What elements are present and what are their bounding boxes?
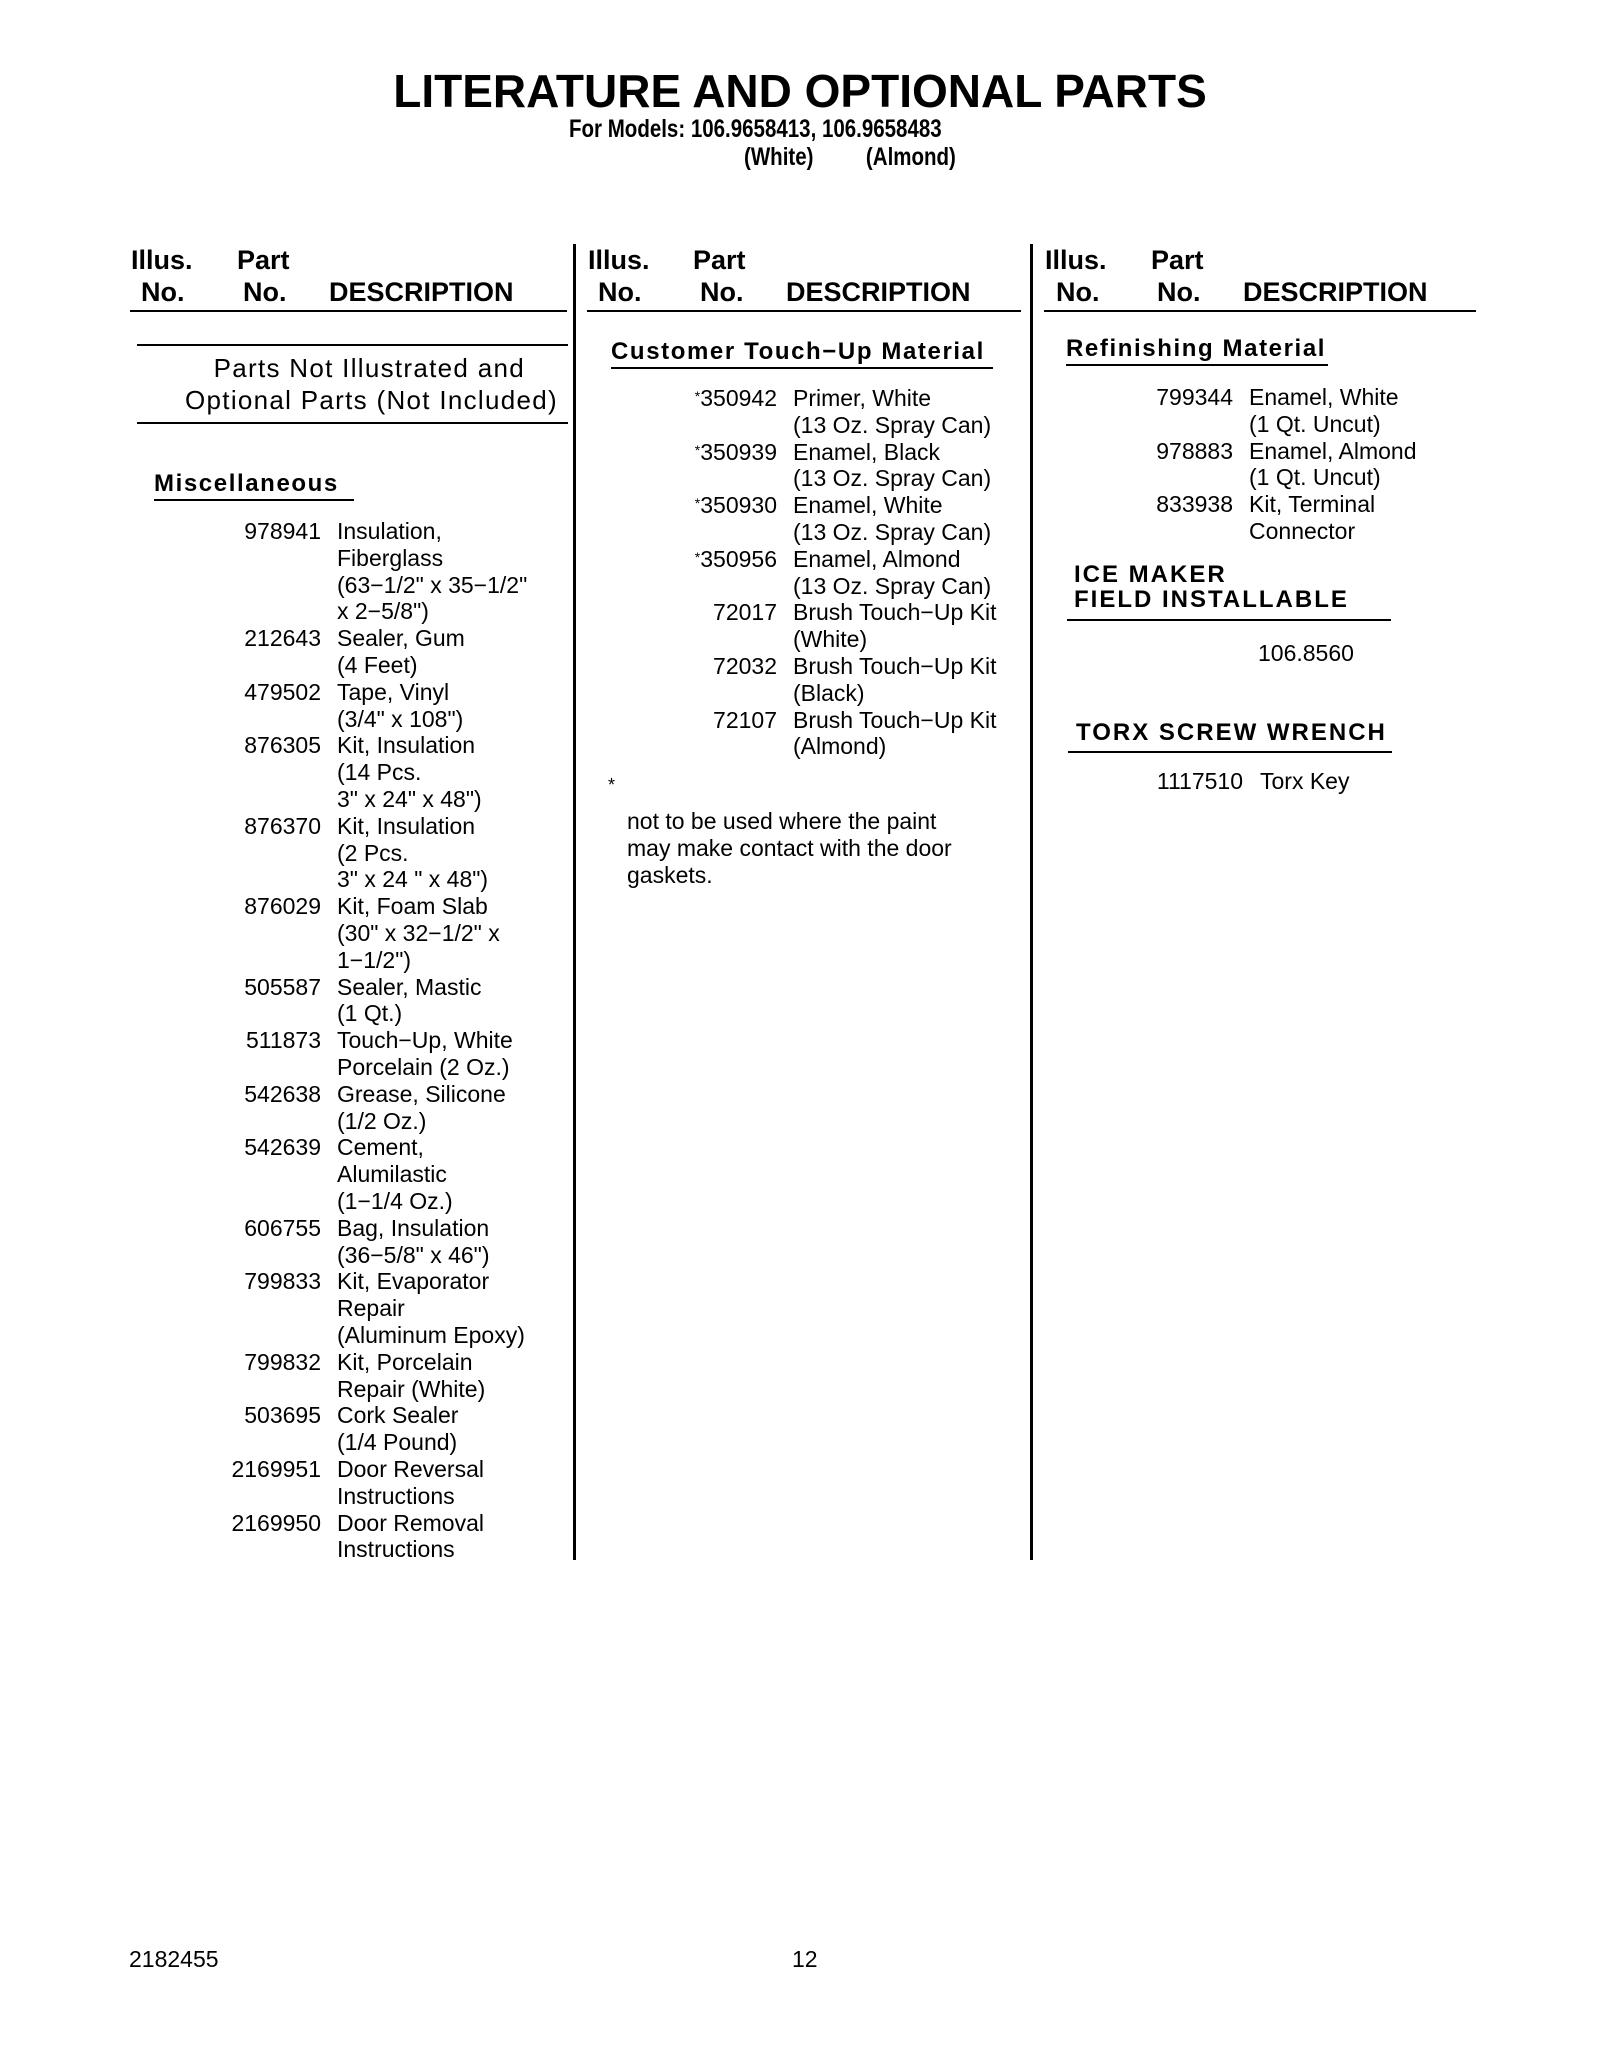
part-number-text: 2169951 [231,1456,321,1482]
section-icemaker-line2: FIELD INSTALLABLE [1074,586,1349,613]
col1-box-top-rule [137,344,568,346]
part-number-text: 350956 [700,545,777,572]
part-number-text: 876305 [244,732,321,759]
part-description-line: Insulation, [337,518,442,544]
page-number: 12 [792,1946,818,1972]
part-number-text: 511873 [245,1027,321,1054]
col3-header-part: Part [1151,245,1204,275]
section-refinishing: Refinishing Material [1066,335,1327,362]
section-icemaker-line1: ICE MAKER [1074,561,1227,588]
part-description-line: (30" x 32−1/2" x [337,920,500,946]
part-number-text: 542639 [244,1134,321,1161]
part-description-line: (2 Pcs. [337,839,409,866]
part-number-text: 876029 [244,893,321,920]
col1-header-description: DESCRIPTION [329,277,514,307]
icemaker-part-number: 106.8560 [1258,640,1354,666]
part-description-line: (36−5/8" x 46") [337,1241,490,1268]
page-title: LITERATURE AND OPTIONAL PARTS [393,65,1207,117]
col2-header-rule [587,310,1021,312]
part-description-line: Tape, Vinyl [337,678,450,705]
part-number [231,1456,321,1483]
part-description-line: (3/4" x 108") [337,705,464,732]
part-description-line: (1 Qt. Uncut) [1249,410,1381,437]
part-description-line: Door Removal [337,1509,484,1536]
part-number-text: 350942 [700,385,777,411]
part-description-line: (13 Oz. Spray Can) [793,411,992,438]
col2-header-illus: Illus. [588,245,650,275]
footnote-line-2: may make contact with the door [627,834,952,861]
col2-header-no2: No. [700,277,744,307]
part-number [244,732,321,759]
part-number-text: 978941 [244,518,321,544]
part-number [244,1402,321,1429]
col3-header-rule [1044,310,1476,312]
document-number: 2182455 [129,1946,219,1972]
part-number [244,1215,321,1242]
part-description-line: Cork Sealer [337,1402,459,1429]
part-description-line: Kit, Evaporator [337,1268,490,1295]
part-description-line: Alumilastic [337,1161,447,1188]
part-number [244,813,321,840]
part-number-text: 876370 [244,812,321,839]
part-number [244,974,321,1001]
col1-box-bottom-rule [137,422,568,424]
part-description-line: Brush Touch−Up Kit [793,599,997,626]
color-almond: (Almond) [865,143,956,171]
part-number [231,1510,321,1537]
asterisk-mark: * [694,548,701,565]
part-number-text: 72017 [713,599,777,626]
part-description-line: Repair (White) [337,1375,486,1402]
part-number [244,518,321,545]
part-number-text: 72107 [713,706,777,733]
part-number-text: 505587 [244,973,321,1000]
part-description-line: (13 Oz. Spray Can) [793,519,992,545]
col2-header-description: DESCRIPTION [786,277,971,307]
section-miscellaneous: Miscellaneous [154,470,339,497]
column-divider-1 [573,244,576,1560]
part-description-line: (1−1/4 Oz.) [337,1188,453,1214]
part-number [244,625,321,652]
part-number [244,1081,321,1108]
part-description-line: Connector [1249,518,1356,544]
part-number [244,1268,321,1295]
section-customer-touch-up: Customer Touch−Up Material [611,338,985,365]
part-number-text: 1117510 [1156,768,1243,794]
section-torx: TORX SCREW WRENCH [1076,719,1387,746]
part-description-line: Kit, Porcelain [337,1348,473,1375]
part-description-line: Touch−Up, White [337,1027,513,1054]
part-description-line: x 2−5/8") [337,598,429,625]
part-number [244,679,321,706]
part-number [1157,768,1243,795]
part-description-line: 3" x 24 " x 48") [337,866,489,893]
part-description-line: Enamel, Almond [1249,437,1417,464]
col1-header-no2: No. [243,277,287,307]
part-number [246,1027,321,1054]
part-number [695,385,777,412]
part-number [713,707,777,734]
part-description-line: (13 Oz. Spray Can) [793,465,992,492]
part-description-line: (1 Qt. Uncut) [1249,464,1381,491]
col1-box-line1: Parts Not Illustrated and [213,353,525,383]
part-number-text: 212643 [244,625,321,652]
models-line: For Models: 106.9658413, 106.9658483 [569,115,942,143]
col1-header-rule [130,310,567,312]
part-number [1156,384,1233,411]
section-icemaker-rule [1067,619,1391,621]
part-description-line: (14 Pcs. [337,759,422,786]
part-number [244,893,321,920]
col1-header-part: Part [237,245,290,275]
part-description-line: (1/4 Pound) [337,1429,458,1456]
part-description-line: Enamel, White [793,492,943,519]
col2-header-part: Part [693,245,746,275]
part-description-line: 1−1/2") [337,946,412,973]
part-description-line: Bag, Insulation [337,1214,490,1241]
footnote-line-1: not to be used where the paint [627,808,937,834]
part-number [695,546,777,573]
part-description-line: (4 Feet) [337,652,418,678]
col1-header-no1: No. [141,277,185,307]
col3-header-no1: No. [1056,277,1100,307]
part-description-line: Enamel, White [1249,384,1399,410]
footnote-text [627,808,952,888]
section-refinishing-rule [1066,364,1328,366]
part-description-line: Enamel, Black [793,438,941,465]
col1-header-illus: Illus. [131,245,193,275]
part-description-line: Sealer, Mastic [337,973,482,1000]
part-number-text: 833938 [1156,491,1233,518]
part-number-text: 542638 [244,1080,321,1107]
part-description-line: 3" x 24" x 48") [337,786,482,812]
part-description-line: (1 Qt.) [337,1000,403,1027]
section-customer-touch-up-rule [611,367,993,369]
part-number [695,492,777,519]
part-description-line: (Black) [793,679,865,706]
part-description-line: Brush Touch−Up Kit [793,653,997,679]
part-description-line: (Aluminum Epoxy) [337,1322,525,1348]
part-number-text: 350930 [700,492,777,519]
part-description-line: Kit, Terminal [1249,491,1376,518]
part-number-text: 350939 [700,438,777,465]
part-description-line: (Almond) [793,733,887,760]
part-number [1156,438,1233,465]
part-description-line: Instructions [337,1536,455,1563]
color-white: (White) [744,143,814,171]
part-number-text: 72032 [713,653,777,679]
part-description-line: Primer, White [793,385,932,411]
part-description-line: (1/2 Oz.) [337,1107,427,1134]
part-description-line: Kit, Insulation [337,812,476,839]
part-description-line: (63−1/2" x 35−1/2" [337,571,528,598]
part-description-line: Kit, Insulation [337,732,476,759]
part-description-line: Cement, [337,1134,424,1161]
part-description-line: Grease, Silicone [337,1080,506,1107]
part-description-line: Instructions [337,1482,455,1509]
part-description-line: Fiberglass [337,544,444,571]
part-number [713,599,777,626]
part-description-line: (13 Oz. Spray Can) [793,572,992,599]
section-miscellaneous-rule [154,499,354,501]
part-number [1156,491,1233,518]
part-description-line: Torx Key [1260,768,1350,794]
part-description-line: Porcelain (2 Oz.) [337,1054,510,1080]
color-labels [744,143,956,171]
asterisk-mark: * [694,441,701,458]
part-number [244,1134,321,1161]
col3-header-description: DESCRIPTION [1243,277,1428,307]
column-divider-2 [1030,244,1033,1560]
footnote-line-3: gaskets. [627,861,713,888]
col2-header-no1: No. [598,277,642,307]
part-number [713,653,777,680]
part-description-line: Sealer, Gum [337,625,465,652]
part-number-text: 2169950 [231,1509,321,1536]
part-description-line: Brush Touch−Up Kit [793,706,997,733]
part-number-text: 978883 [1156,437,1233,464]
part-number-text: 479502 [244,678,321,705]
col3-header-no2: No. [1157,277,1201,307]
asterisk-mark: * [694,388,701,404]
part-description-line: Door Reversal [337,1456,484,1482]
part-number [695,439,777,466]
part-description-line: Repair [337,1295,405,1322]
section-torx-rule [1068,751,1392,753]
asterisk-mark: * [694,495,701,512]
part-description-line: Enamel, Almond [793,545,961,572]
part-description-line: (White) [793,626,868,653]
part-number-text: 799833 [244,1268,321,1295]
col3-header-illus: Illus. [1045,245,1107,275]
part-number-text: 799344 [1156,384,1233,410]
part-number [244,1349,321,1376]
part-number-text: 503695 [244,1402,321,1429]
part-description-line: Kit, Foam Slab [337,893,488,920]
part-number-text: 799832 [244,1348,321,1375]
footnote-asterisk: * [608,775,616,795]
col1-box-line2: Optional Parts (Not Included) [185,385,558,415]
part-number-text: 606755 [244,1214,321,1241]
